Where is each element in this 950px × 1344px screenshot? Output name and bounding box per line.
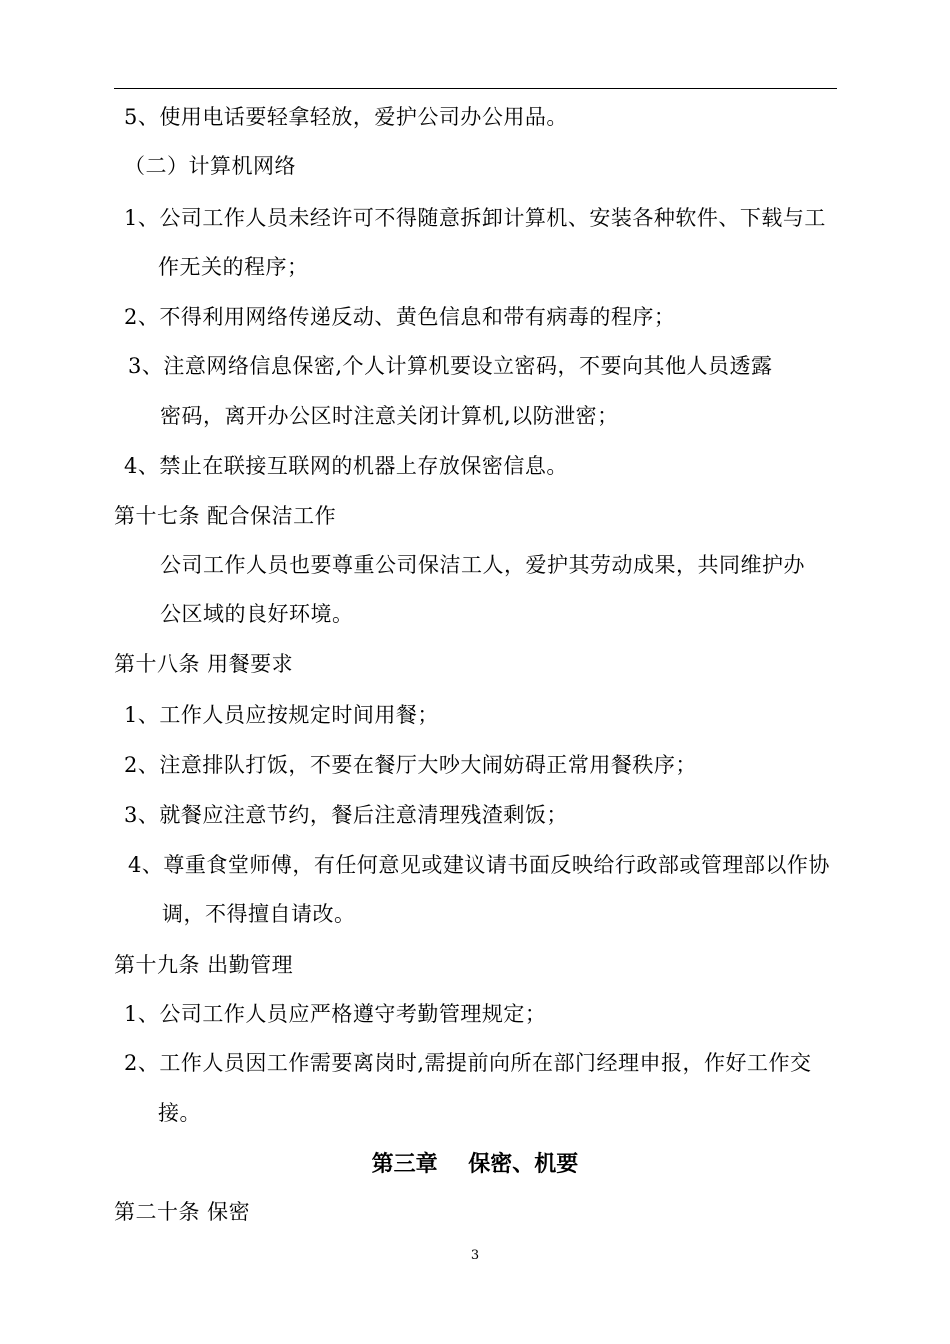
text-line: 接。 [158, 1101, 201, 1125]
text-line: 4、禁止在联接互联网的机器上存放保密信息。 [124, 454, 568, 478]
article-heading: 第十七条 配合保洁工作 [114, 504, 337, 528]
text-line: 调，不得擅自请改。 [162, 902, 356, 926]
text-line: 作无关的程序； [158, 255, 309, 279]
text-line: 1、公司工作人员未经许可不得随意拆卸计算机、安装各种软件、下载与工 [124, 206, 826, 230]
text-line: 4、尊重食堂师傅，有任何意见或建议请书面反映给行政部或管理部以作协 [128, 853, 830, 877]
text-line: 5、使用电话要轻拿轻放，爱护公司办公用品。 [124, 105, 568, 129]
text-line: 2、注意排队打饭，不要在餐厅大吵大闹妨碍正常用餐秩序； [124, 753, 697, 777]
header-rule [114, 88, 837, 89]
article-heading: 第二十条 保密 [114, 1200, 251, 1224]
text-line: 1、公司工作人员应严格遵守考勤管理规定； [124, 1002, 547, 1026]
page-number: 3 [470, 1248, 480, 1263]
article-heading: 第十九条 出勤管理 [114, 953, 294, 977]
text-line: 2、不得利用网络传递反动、黄色信息和带有病毒的程序； [124, 305, 676, 329]
text-line: 密码，离开办公区时注意关闭计算机,以防泄密； [160, 404, 619, 428]
text-line: 3、注意网络信息保密,个人计算机要设立密码，不要向其他人员透露 [128, 354, 773, 378]
text-line: 公区域的良好环境。 [160, 602, 354, 626]
text-line: 2、工作人员因工作需要离岗时,需提前向所在部门经理申报，作好工作交 [124, 1051, 812, 1075]
article-heading: 第十八条 用餐要求 [114, 652, 294, 676]
text-line: 1、工作人员应按规定时间用餐； [124, 703, 439, 727]
text-line: 3、就餐应注意节约，餐后注意清理残渣剩饭； [124, 803, 568, 827]
section-heading: （二）计算机网络 [124, 154, 296, 178]
chapter-title: 第三章 保密、机要 [371, 1151, 579, 1177]
text-line: 公司工作人员也要尊重公司保洁工人，爱护其劳动成果，共同维护办 [160, 553, 805, 577]
